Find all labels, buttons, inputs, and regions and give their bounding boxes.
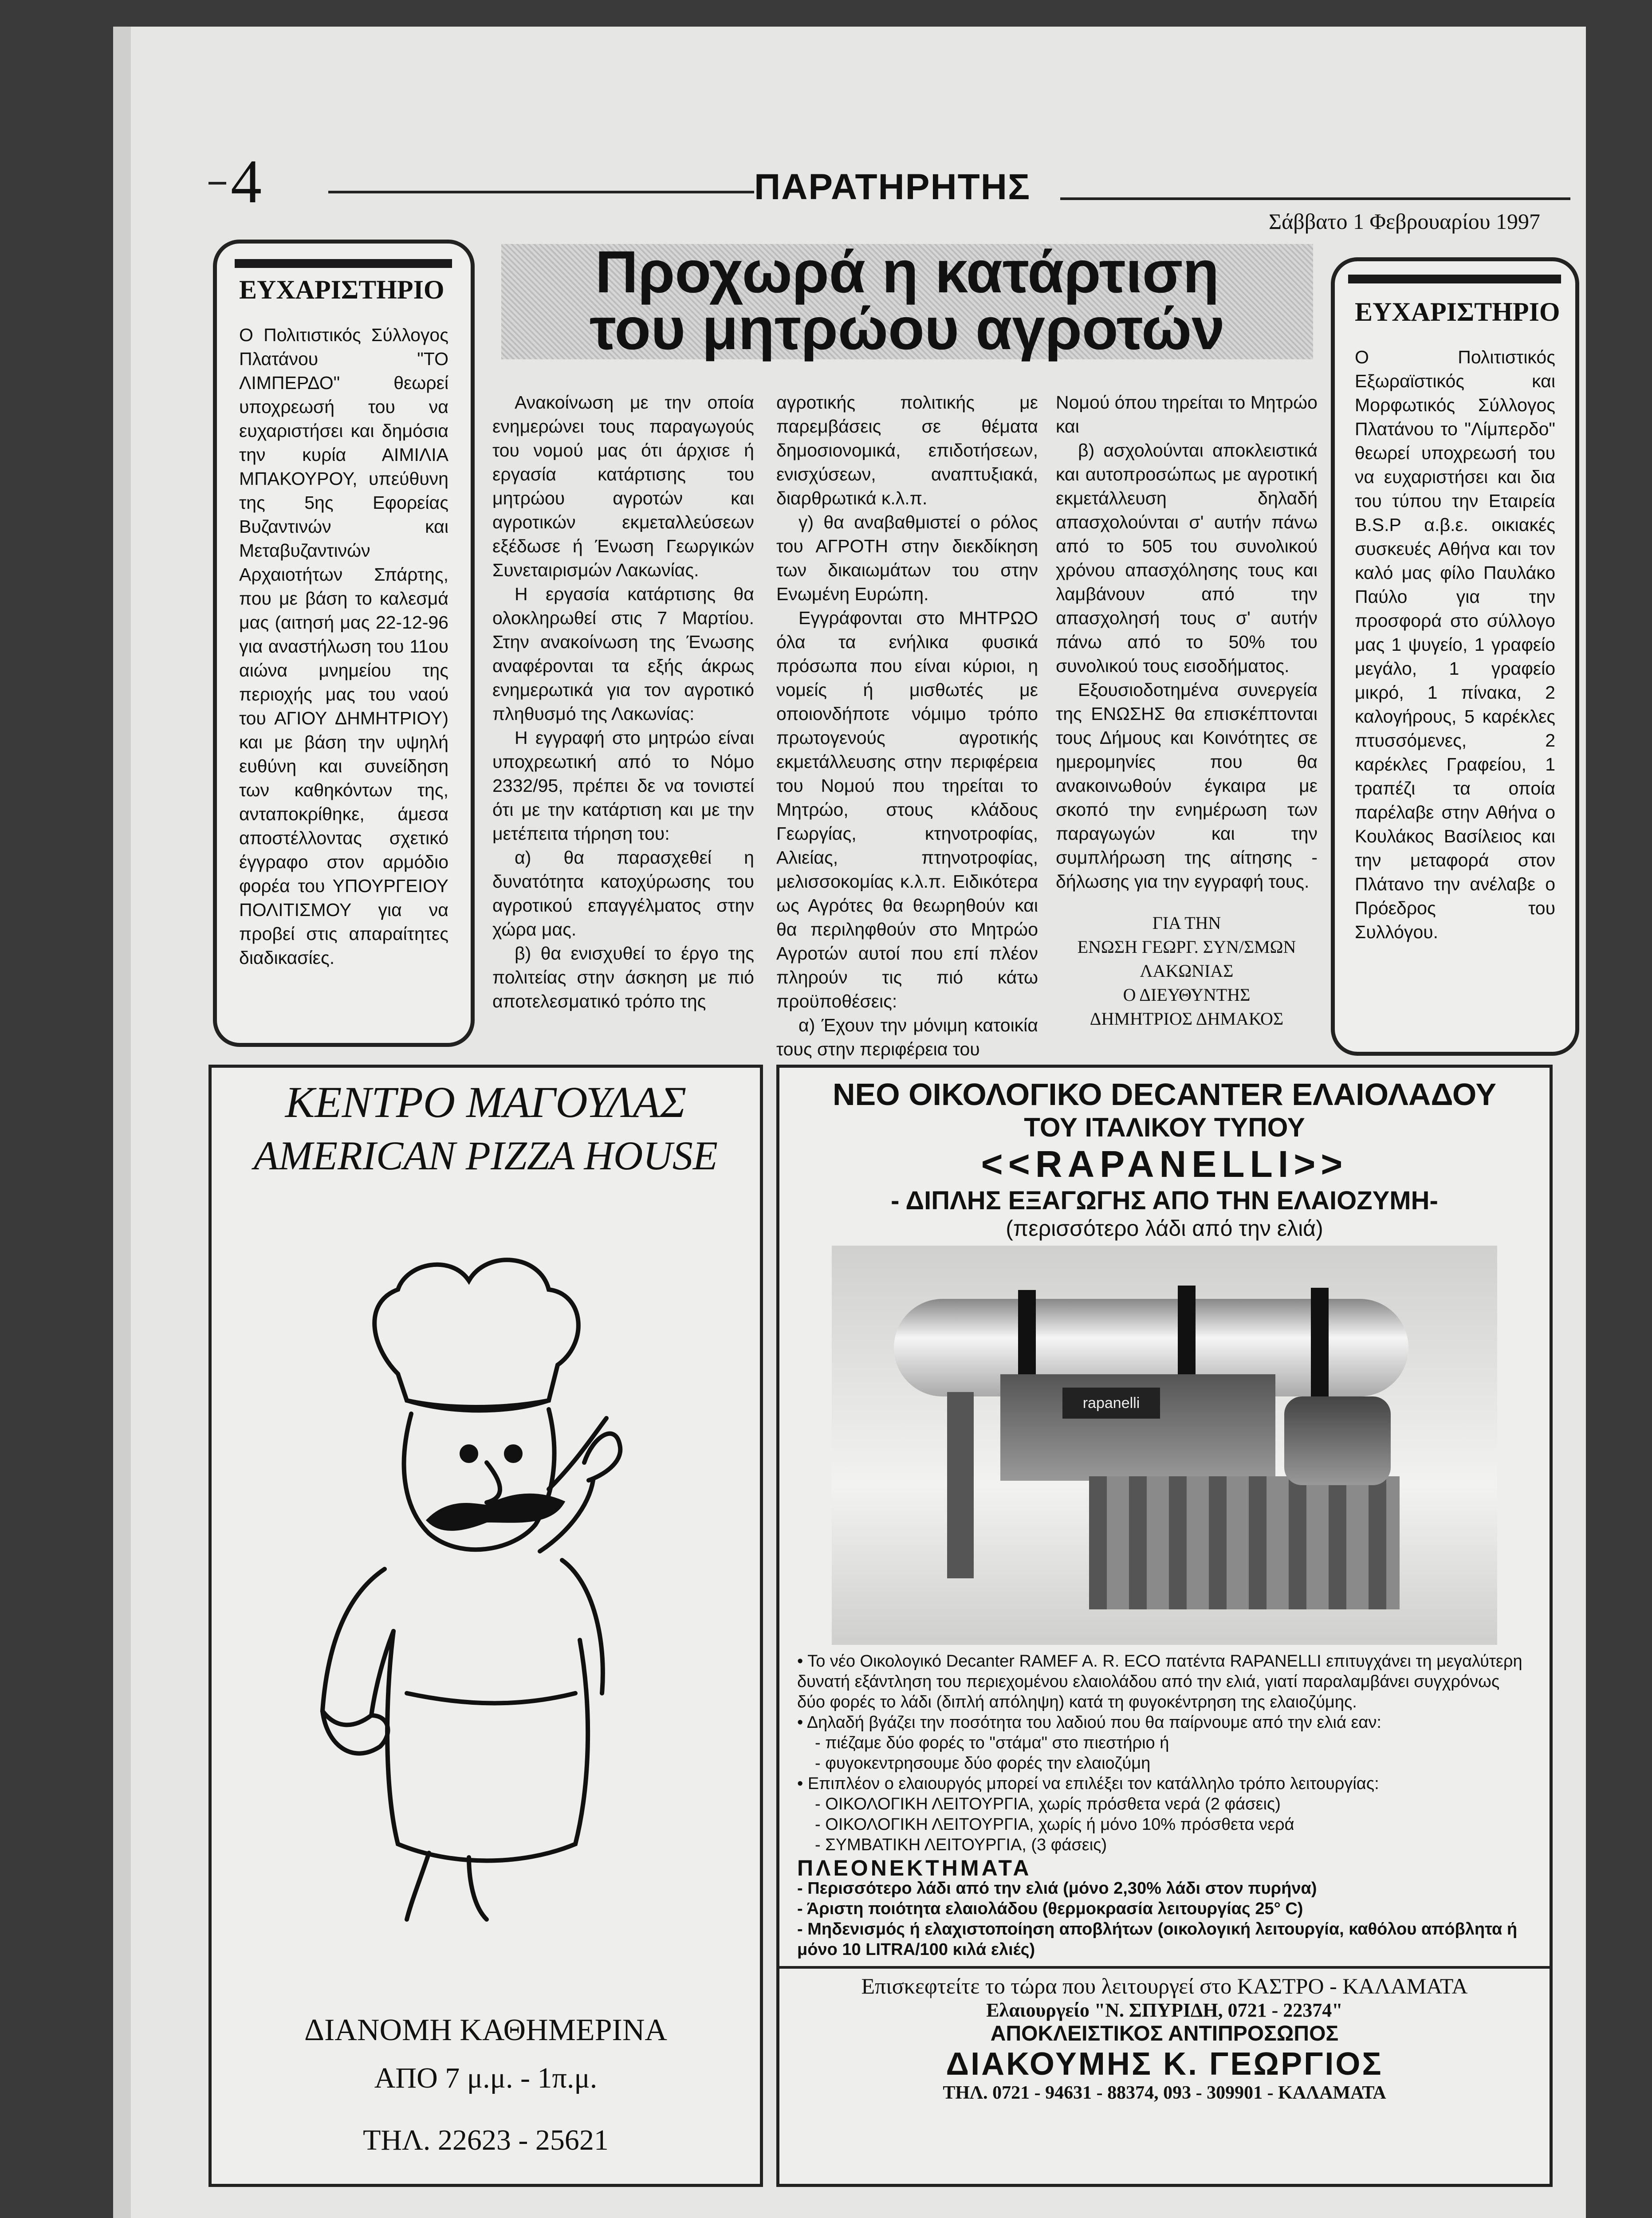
machine-leg [947,1392,974,1578]
delivery-text: ΔΙΑΝΟΜΗ ΚΑΘΗΜΕΡΙΝΑ [304,2013,667,2047]
pizza-phone: ΤΗΛ. 22623 - 25621 [363,2124,609,2156]
signature-line: ΛΑΚΩΝΙΑΣ [1140,961,1234,981]
issue-date: Σάββατο 1 Φεβρουαρίου 1997 [1269,209,1541,234]
advantage-line: - Άριστη ποιότητα ελαιολάδου (θερμοκρασία λειτουργίας 25° C) [797,1899,1303,1918]
decanter-subtitle: - ΔΙΠΛΗΣ ΕΞΑΓΩΓΗΣ ΑΠΟ ΤΗΝ ΕΛΑΙΟΖΥΜΗ- [891,1186,1438,1215]
article-paragraph: Εγγράφονται στο ΜΗΤΡΩΟ όλα τα ενήλικα φυσικά πρόσωπα που είναι κύριοι, η νομείς ή μισθωτές με οποιονδήποτε νόμιμο τρόπο πρωτογενούς αγροτικής εκμετάλλευσης στην περιφέρεια του Νομού που τηρείται το Μητρώο, στους κλάδους Γεωργίας, κτηνοτροφίας, Αλιείας, πτηνοτροφίας, μελισσοκομίας κ.λ.π. Ειδικότερα ως Αγρότες θα θεωρηθούν και θα περιληφθούν στο Μητρώο Αγροτών αυτοί που επί πλέον πληρούν τις πιό κάτω προϋποθέσεις: [776,608,1038,1011]
delivery-hours: ΑΠΟ 7 μ.μ. - 1π.μ. [374,2062,598,2094]
article-paragraph: γ) θα αναβαθμιστεί ο ρόλος του ΑΓΡΟΤΗ στην διεκδίκηση των δικαιωμάτων του στην Ενωμένη Ευρώπη. [776,512,1038,604]
left-box-text: Ο Πολιτιστικός Σύλλογος Πλατάνου "ΤΟ ΛΙΜΠΕΡΔΟ" θεωρεί υποχρεωσή του να ευχαριστήσει και δημόσια την κυρία ΑΙΜΙΛΙΑ ΜΠΑΚΟΥΡΟΥ, υπεύθυνη της 5ης Εφορείας Βυζαντινών και Μεταβυζαντινών Αρχαιοτήτων Σπάρτης, που με βάση το καλεσμά μας (αιτησή μας 22-12-96 για αναστήλωση του 11ου αιώνα μνημείου της περιοχής μας του ναού του ΑΓΙΟΥ ΔΗΜΗΤΡΙΟΥ) και με βάση την υψηλή ευθύνη και συνείδηση των καθηκόντων της, ανταποκρίθηκε, άμεσα αποστέλλοντας σχετικό έγγραφο στον αρμόδιο φορέα του ΥΠΟΥΡΓΕΙΟΥ ΠΟΛΙΤΙΣΜΟΥ για να προβεί στις απαραίτητες διαδικασίες. [239,325,448,968]
decanter-description [797,1651,1532,1960]
desc-line: - ΟΙΚΟΛΟΓΙΚΗ ΛΕΙΤΟΥΡΓΙΑ, χωρίς πρόσθετα νερά (2 φάσεις) [815,1795,1281,1813]
article-column-3 [1056,390,1318,1031]
page-number: 4 [231,147,262,216]
chef-illustration [238,1214,726,1924]
article-paragraph: Η εργασία κατάρτισης θα ολοκληρωθεί στις 7 Μαρτίου. Στην ανακοίνωση της Ένωσης αναφέρονται τα εξής άκρως ενημερωτικά για τον αγροτικό πληθυσμό της Λακωνίας: [492,584,754,724]
representative-phone: ΤΗΛ. 0721 - 94631 - 88374, 093 - 309901 - ΚΑΛΑΜΑΤΑ [943,2083,1386,2103]
desc-line: • Επιπλέον ο ελαιουργός μπορεί να επιλέξει τον κατάλληλο τρόπο λειτουργίας: [797,1774,1379,1793]
pizza-ad-subtitle: AMERICAN PIZZA HOUSE [253,1133,718,1178]
desc-line: • Δηλαδή βγάζει την ποσότητα του λαδιού που θα παίρνουμε από την ελιά εαν: [797,1713,1381,1732]
article-paragraph: α) Έχουν την μόνιμη κατοικία τους στην περιφέρεια του [776,1015,1038,1059]
decanter-ad [776,1065,1553,2187]
machine-motor [1284,1396,1391,1485]
visit-text: Επισκεφτείτε το τώρα που λειτουργεί στο ΚΑΣΤΡΟ - ΚΑΛΑΜΑΤΑ [861,1974,1468,1998]
oil-mill: Ελαιουργείο "Ν. ΣΠΥΡΙΔΗ, 0721 - 22374" [986,1999,1343,2021]
signature-line: ΓΙΑ ΤΗΝ [1152,913,1221,933]
header-rule-mid [328,191,754,193]
representative-label: ΑΠΟΚΛΕΙΣΤΙΚΟΣ ΑΝΤΙΠΡΟΣΩΠΟΣ [990,2022,1339,2045]
desc-line: - φυγοκεντρησουμε δύο φορές την ελαιοζύμη [815,1754,1151,1773]
signature-line: ΕΝΩΣΗ ΓΕΩΡΓ. ΣΥΝ/ΣΜΩΝ [1077,937,1296,957]
signature-line: ΔΗΜΗΤΡΙΟΣ ΔΗΜΑΚΟΣ [1090,1009,1284,1029]
decanter-title: ΝΕΟ ΟΙΚΟΛΟΓΙΚΟ DECANTER ΕΛΑΙΟΛΑΔΟΥ [832,1077,1497,1112]
machine-nameplate: rapanelli [1062,1388,1160,1419]
signature-line: Ο ΔΙΕΥΘΥΝΤΗΣ [1123,985,1251,1005]
left-thanks-box [213,240,475,1047]
article-headline [501,239,1313,362]
advantage-line: - Περισσότερο λάδι από την ελιά (μόνο 2,30% λάδι στον πυρήνα) [797,1879,1317,1898]
decanter-title-2: ΤΟΥ ΙΤΑΛΙΚΟΥ ΤΥΠΟΥ [1024,1113,1305,1142]
desc-line: • Το νέο Οικολογικό Decanter RAMEF A. R. ECO πατέντα RAPANELLI επιτυγχάνει τη μεγαλύτερη δυνατή εξάντληση του περιεχομένου ελαιολάδου από την ελιά, γιατί παραλαμβάνει συγχρόνως δύο φορές το λάδι (διπλή απόληψη) κατά τη φυγοκέντρηση της ελαιοζύμης. [797,1652,1522,1711]
article-column-1 [492,390,754,1013]
header-rule-right [1060,197,1570,200]
headline-line-2: του μητρώου αγροτών [590,296,1225,362]
article-column-2 [776,390,1038,1061]
article-paragraph: αγροτικής πολιτικής με παρεμβάσεις σε θέματα δημοσιονομικά, επιδοτήσεων, ενισχύσεων, αναπτυξιακά, διαρθρωτικά κ.λ.π. [776,392,1038,508]
representative-name: ΔΙΑΚΟΥΜΗΣ Κ. ΓΕΩΡΓΙΟΣ [946,2046,1383,2082]
decanter-subtitle-2: (περισσότερο λάδι από την ελιά) [1006,1216,1323,1241]
ad-divider [779,1966,1550,1969]
article-paragraph: α) θα παρασχεθεί η δυνατότητα κατοχύρωσης του αγροτικού επαγγέλματος στην χώρα μας. [492,847,754,940]
article-paragraph: β) θα ενισχυθεί το έργο της πολιτείας στην άσκηση με πιό αποτελεσματικό τρόπο της [492,943,754,1011]
box-top-bar [1348,275,1561,283]
page-fold-edge [113,27,131,2218]
desc-line: - ΟΙΚΟΛΟΓΙΚΗ ΛΕΙΤΟΥΡΓΙΑ, χωρίς ή μόνο 10% πρόσθετα νερά [815,1815,1294,1834]
brand-name: <<RAPANELLI>> [981,1143,1348,1185]
machine-band [1311,1288,1329,1408]
right-box-title: ΕΥΧΑΡΙΣΤΗΡΙΟ [1355,297,1560,326]
advantage-line: - Μηδενισμός ή ελαχιστοποίηση αποβλήτων (οικολογική λειτουργία, καθόλου απόβλητα ή μόνο 10 LITRA/100 κιλά ελιές) [797,1920,1518,1959]
paper-name: ΠΑΡΑΤΗΡΗΤΗΣ [754,167,1031,207]
desc-line: - ΣΥΜΒΑΤΙΚΗ ΛΕΙΤΟΥΡΓΙΑ, (3 φάσεις) [815,1836,1107,1854]
article-paragraph: Νομού όπου τηρείται το Μητρώο και [1056,392,1318,437]
desc-line: - πιέζαμε δύο φορές το "στάμα" στο πιεστήριο ή [815,1734,1169,1752]
pizza-ad-name: ΚΕΝΤΡΟ ΜΑΓΟΥΛΑΣ [285,1078,687,1127]
header-rule-left [208,182,226,185]
box-top-bar [235,259,452,268]
article-paragraph: Ανακοίνωση με την οποία ενημερώνει τους παραγωγούς του νομού μας ότι άρχισε ή εργασία κατάρτισης του μητρώου αγροτών και αγροτικών εκμεταλλεύσεων εξέδωσε ή Ένωση Γεωργικών Συνεταιρισμών Λακωνίας. [492,392,754,580]
article-paragraph: β) ασχολούνται αποκλειστικά και αυτοπροσώπως με αγροτική εκμετάλλευση δηλαδή απασχολούνται σ' αυτήν πάνω από το 505 του συνολικού χρόνου απασχόλησης τους και λαμβάνουν από την απασχολησή τους σ' αυτήν πάνω από το 50% του συνολικού τους εισοδήματος. [1056,440,1318,676]
left-box-title: ΕΥΧΑΡΙΣΤΗΡΙΟ [239,275,444,304]
right-thanks-box [1331,257,1579,1056]
machine-base-frame [1089,1476,1400,1609]
article-paragraph: Η εγγραφή στο μητρώο είναι υποχρεωτική από το Νόμο 2332/95, πρέπει δε να τονιστεί ότι με την κατάρτιση και με την μετέπειτα τήρηση του: [492,728,754,844]
decanter-machine-photo [832,1246,1497,1645]
advantages-title: ΠΛΕΟΝΕΚΤΗΜΑΤΑ [797,1856,1032,1880]
article-paragraph: Εξουσιοδοτημένα συνεργεία της ΕΝΩΣΗΣ θα επισκέπτονται τους Δήμους και Κοινότητες σε ημερομηνίες που θα ανακοινωθούν έγκαιρα με σκοπό την ενημέρωση των παραγωγών και την συμπλήρωση της αίτησης - δήλωσης για την εγγραφή τους. [1056,680,1318,892]
headline-line-1: Προχωρά η κατάρτιση [595,239,1219,305]
pizza-ad [208,1065,763,2187]
right-box-text: Ο Πολιτιστικός Εξωραϊστικός και Μορφωτικός Σύλλογος Πλατάνου το "Λίμπερδο" θεωρεί υποχρεωσή του να ευχαριστήσει και δια του τύπου την Εταιρεία B.S.P α.β.ε. οικιακές συσκευές Αθήνα και τον καλό μας φίλο Παυλάκο Παύλο για την προσφορά στο σύλλογο μας 1 ψυγείο, 1 γραφείο μεγάλο, 1 γραφείο μικρό, 1 πίνακα, 2 καλογήρους, 5 καρέκλες πτυσσόμενες, 2 καρέκλες Γραφείου, 1 τραπέζι τα οποία παρέλαβε στην Αθήνα ο Κουλάκος Βασίλειος και την μεταφορά στον Πλάτανο την ανέλαβε ο Πρόεδρος του Συλλόγου. [1355,347,1555,942]
